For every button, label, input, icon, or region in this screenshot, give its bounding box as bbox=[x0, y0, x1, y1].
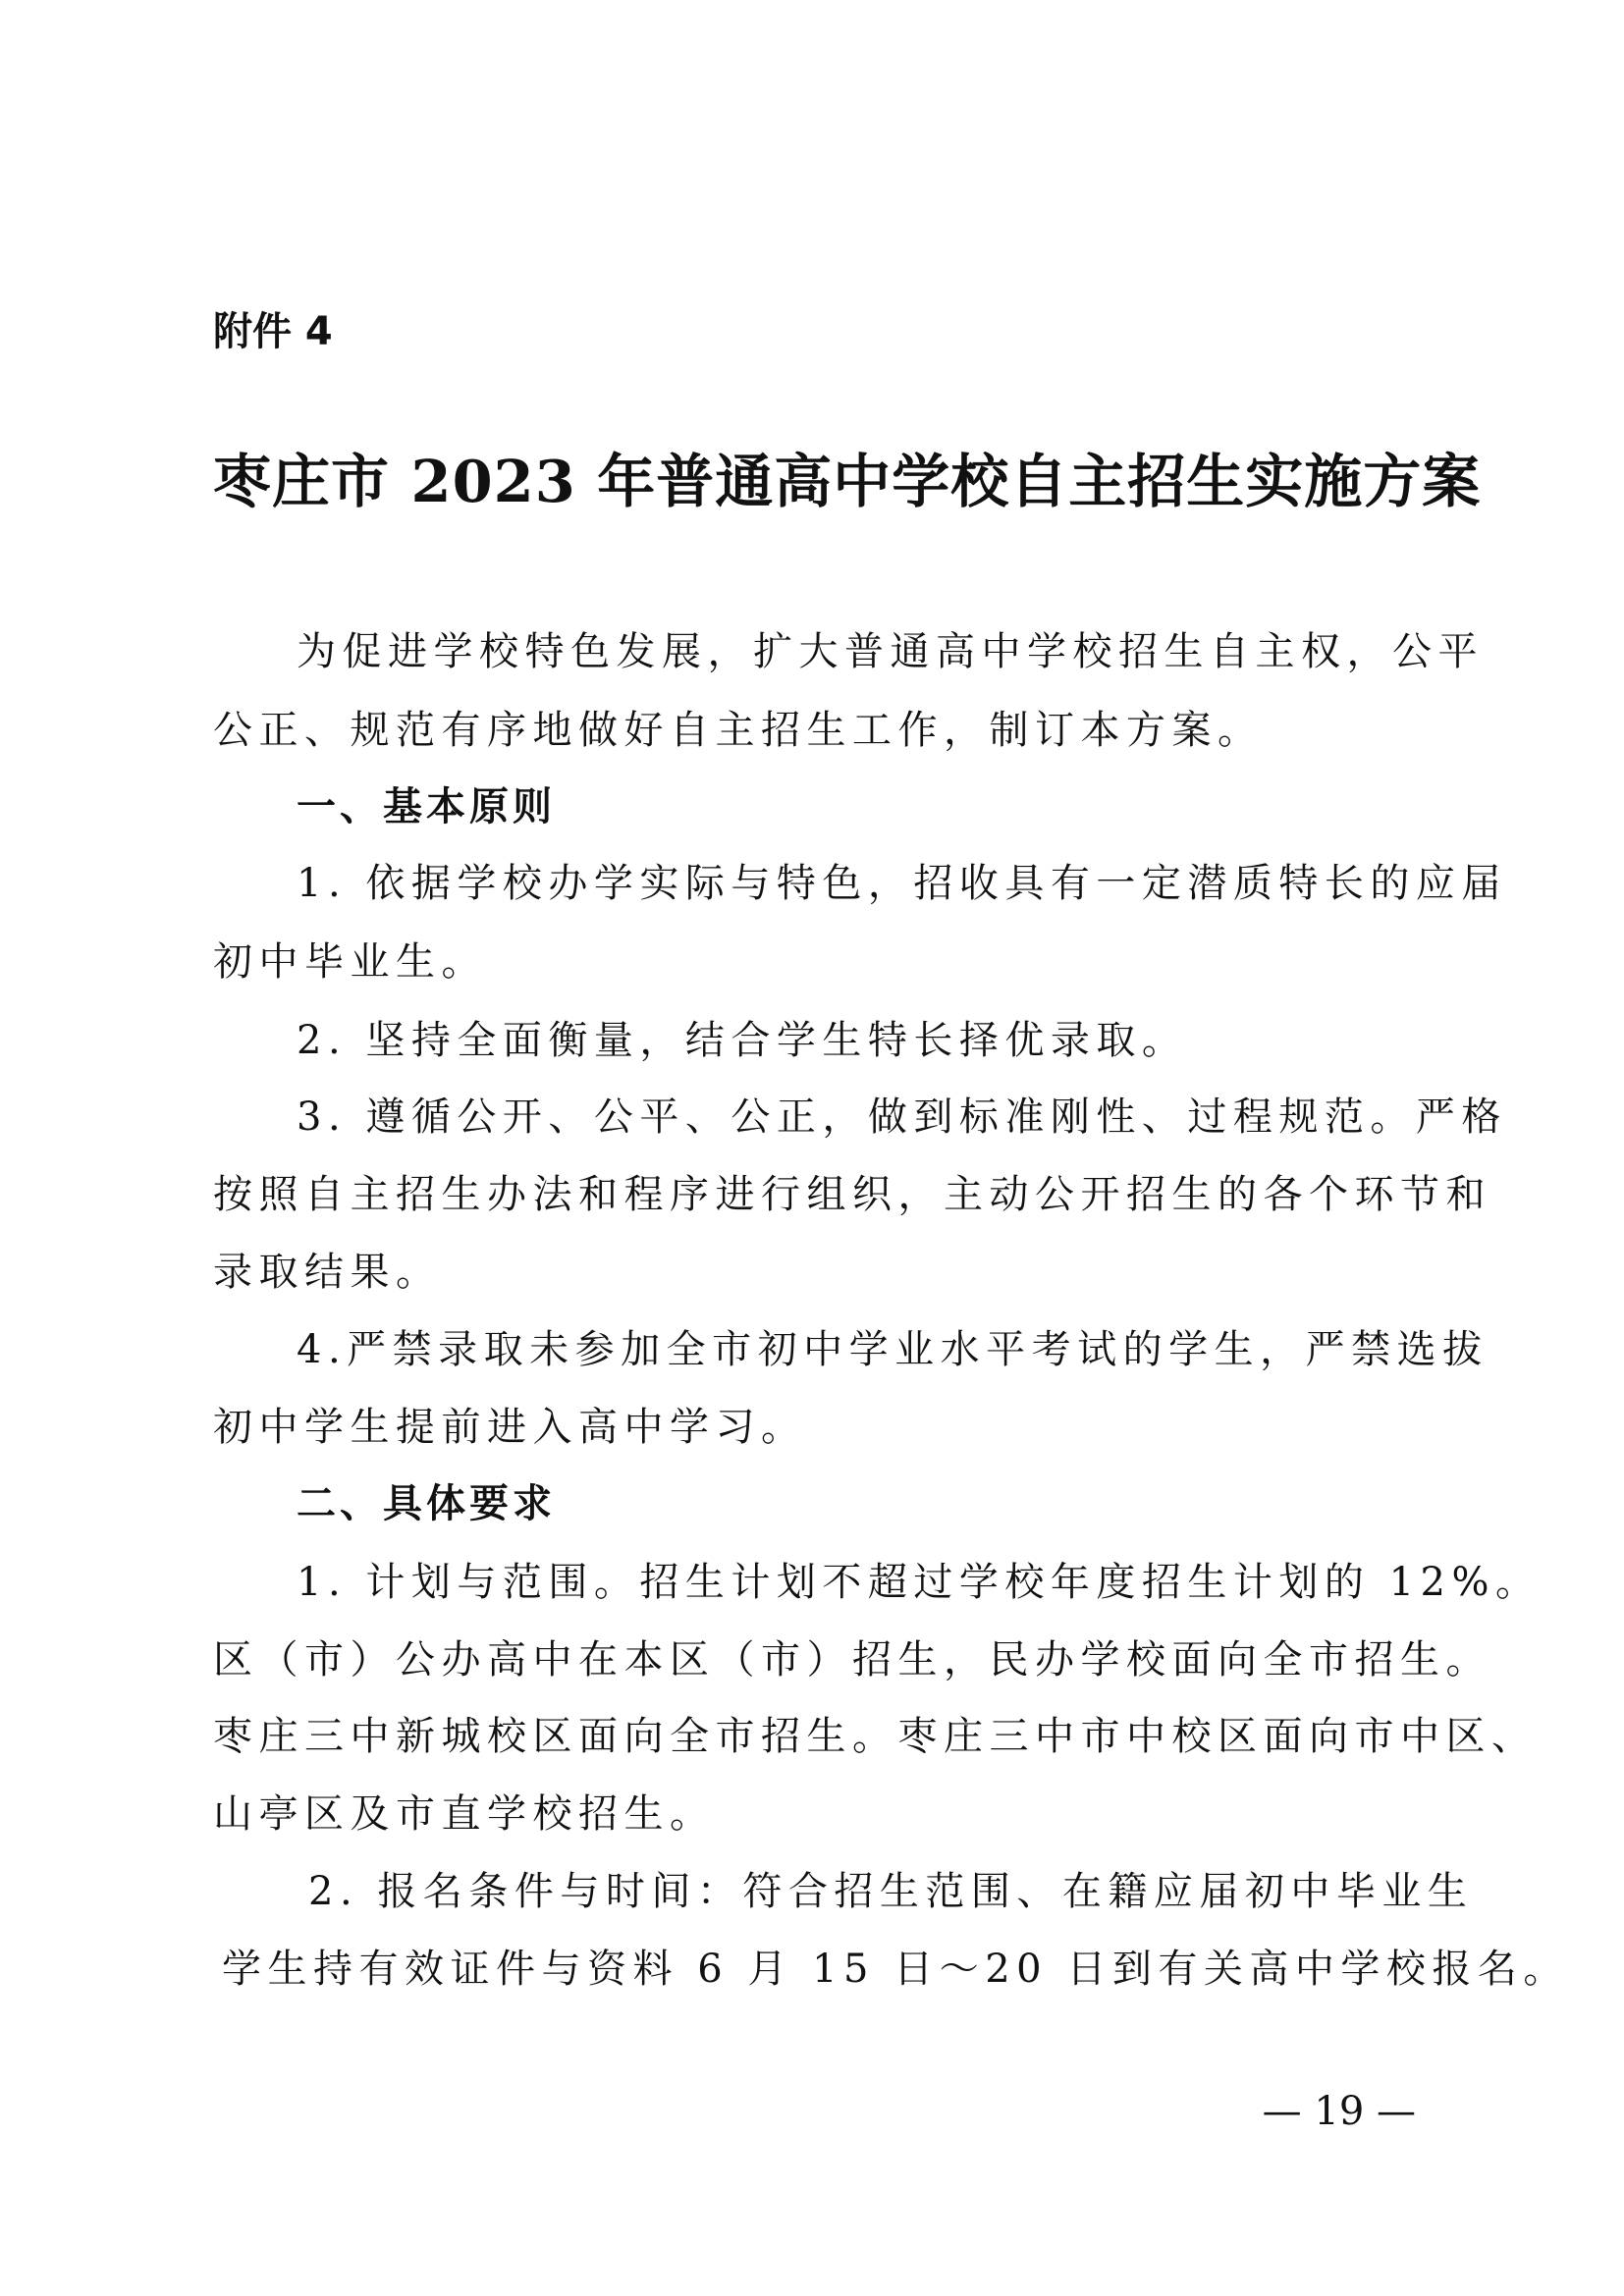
principle-3-line-2: 按照自主招生办法和程序进行组织，主动公开招生的各个环节和 bbox=[213, 1172, 1491, 1217]
page-number: — 19 — bbox=[1262, 2089, 1416, 2134]
principle-2-line-1: 2. 坚持全面衡量，结合学生特长择优录取。 bbox=[297, 1018, 1188, 1063]
section-heading-1: 一、基本原则 bbox=[297, 784, 556, 829]
requirement-2-line-1: 2. 报名条件与时间：符合招生范围、在籍应届初中毕业生 bbox=[308, 1869, 1474, 1914]
principle-3-line-1: 3. 遵循公开、公平、公正，做到标准刚性、过程规范。严格 bbox=[297, 1095, 1507, 1140]
principle-3-line-3: 录取结果。 bbox=[213, 1250, 442, 1295]
requirement-1-line-1: 1. 计划与范围。招生计划不超过学校年度招生计划的 12%。 bbox=[297, 1560, 1542, 1605]
requirement-1-line-3: 枣庄三中新城校区面向全市招生。枣庄三中市中校区面向市中区、 bbox=[213, 1714, 1538, 1759]
requirement-1-line-2: 区（市）公办高中在本区（市）招生，民办学校面向全市招生。 bbox=[213, 1637, 1491, 1682]
document-title: 枣庄市 2023 年普通高中学校自主招生实施方案 bbox=[213, 448, 1482, 515]
intro-line-2: 公正、规范有序地做好自主招生工作，制订本方案。 bbox=[213, 708, 1264, 753]
attachment-label: 附件 4 bbox=[213, 309, 333, 354]
section-heading-2: 二、具体要求 bbox=[297, 1481, 556, 1526]
requirement-2-line-2: 学生持有效证件与资料 6 月 15 日～20 日到有关高中学校报名。 bbox=[222, 1947, 1569, 1992]
requirement-1-line-4: 山亭区及市直学校招生。 bbox=[213, 1791, 716, 1837]
principle-1-line-2: 初中毕业生。 bbox=[213, 939, 487, 985]
principle-4-line-1: 4.严禁录取未参加全市初中学业水平考试的学生，严禁选拔 bbox=[297, 1327, 1489, 1372]
principle-4-line-2: 初中学生提前进入高中学习。 bbox=[213, 1405, 807, 1450]
principle-1-line-1: 1. 依据学校办学实际与特色，招收具有一定潜质特长的应届 bbox=[297, 861, 1507, 906]
intro-line-1: 为促进学校特色发展，扩大普通高中学校招生自主权，公平 bbox=[297, 629, 1484, 674]
